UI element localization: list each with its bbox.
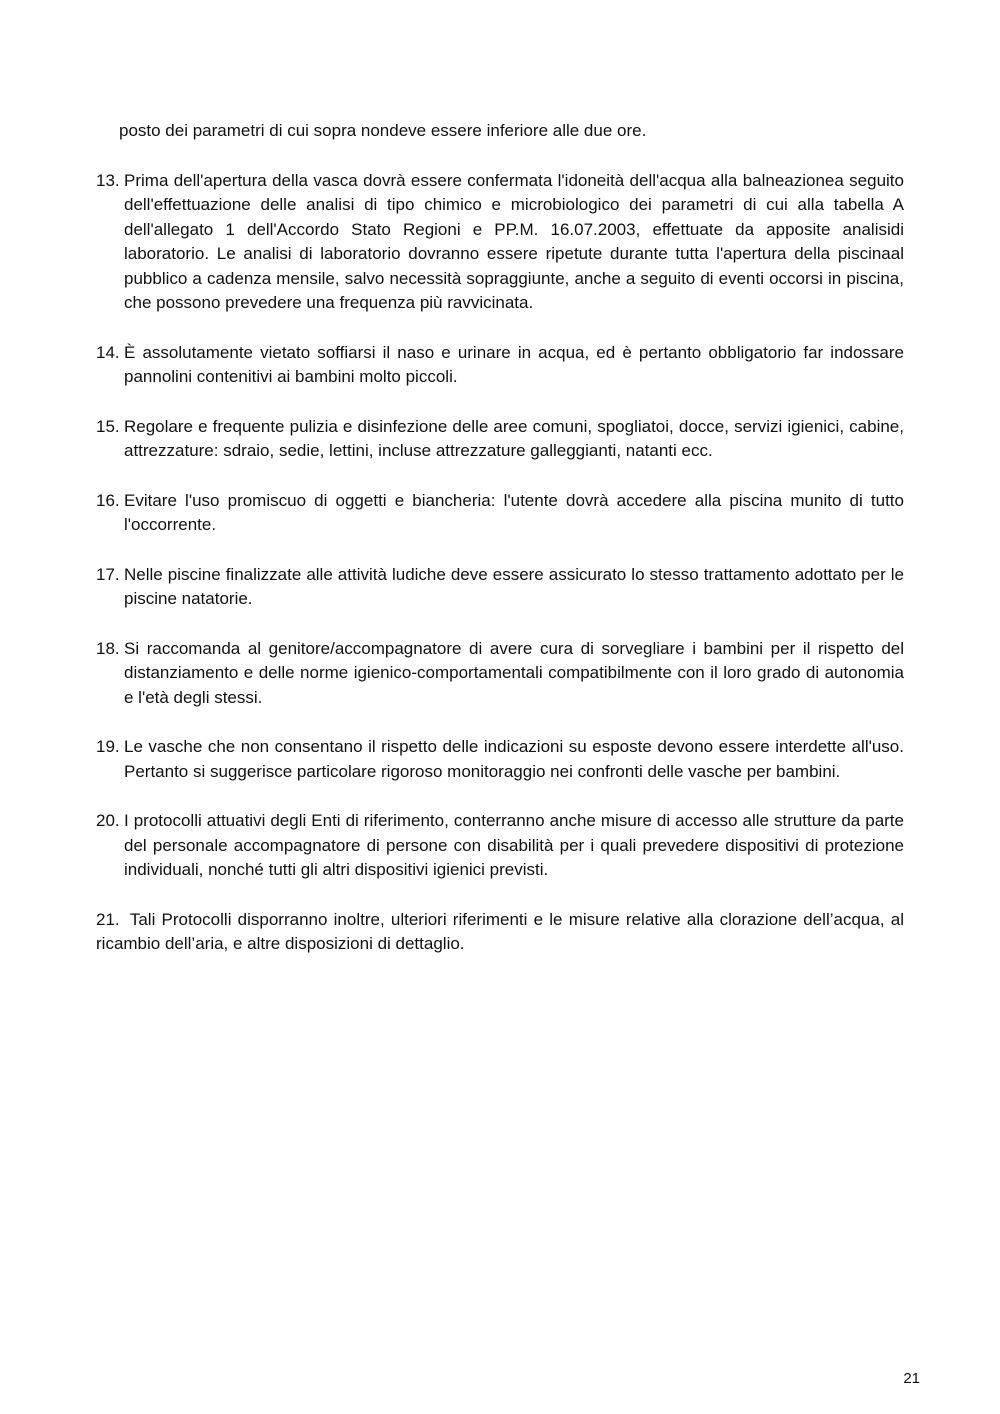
document-body — [96, 119, 904, 982]
item-text: Tali Protocolli disporranno inoltre, ulteriori riferimenti e le misure relative alla clorazione dell’acqua, al ricambio dell’aria, e altre disposizioni di dettaglio. — [96, 909, 904, 953]
list-item-17 — [96, 563, 904, 612]
item-number: 20. — [96, 811, 120, 830]
list-item-21 — [96, 908, 904, 957]
continuation-paragraph: posto dei parametri di cui sopra nondeve essere inferiore alle due ore. — [119, 121, 647, 140]
item-number: 19. — [96, 737, 120, 756]
list-item-20 — [96, 809, 904, 883]
list-item-16 — [96, 489, 904, 538]
item-text: Regolare e frequente pulizia e disinfezione delle aree comuni, spogliatoi, docce, servizi igienici, cabine, attrezzature: sdraio, sedie, lettini, incluse attrezzature galleggianti, natanti ecc. — [124, 416, 904, 460]
item-text: Si raccomanda al genitore/accompagnatore di avere cura di sorvegliare i bambini per il rispetto del distanziamento e delle norme igienico-comportamentali compatibilmente con il loro grado di autonomia e l'età degli stessi. — [124, 638, 904, 707]
page-number: 21 — [903, 1370, 920, 1387]
item-number: 18. — [96, 638, 120, 658]
item-text: Nelle piscine finalizzate alle attività ludiche deve essere assicurato lo stesso trattamento adottato per le piscine natatorie. — [124, 564, 904, 608]
item-number: 14. — [96, 342, 120, 362]
item-number: 16. — [96, 490, 120, 510]
item-number: 15. — [96, 416, 120, 436]
list-item-15 — [96, 415, 904, 464]
list-item-19 — [96, 735, 904, 784]
item-text: I protocolli attuativi degli Enti di riferimento, conterranno anche misure di accesso alle strutture da parte del personale accompagnatore di persone con disabilità per i quali prevedere dispositivi di protezione individuali, nonché tutti gli altri dispositivi igienici previsti. — [124, 811, 904, 879]
item-number: 21. — [96, 909, 120, 929]
list-item-13 — [96, 169, 904, 316]
item-text: Prima dell'apertura della vasca dovrà essere confermata l'idoneità dell'acqua alla balneazionea seguito dell'effettuazione delle analisi di tipo chimico e microbiologico dei parametri di cui alla tabella A dell'allegato 1 dell'Accordo Stato Regioni e PP.M. 16.07.2003, effettuate da apposite analisidi laboratorio. Le analisi di laboratorio dovranno essere ripetute durante tutta l'apertura della piscinaal pubblico a cadenza mensile, salvo necessità sopraggiunte, anche a seguito di eventi occorsi in piscina, che possono prevedere una frequenza più ravvicinata. — [124, 170, 904, 312]
item-text: È assolutamente vietato soffiarsi il naso e urinare in acqua, ed è pertanto obbligatorio far indossare pannolini contenitivi ai bambini molto piccoli. — [124, 342, 904, 386]
list-item-18 — [96, 637, 904, 711]
item-text: Evitare l'uso promiscuo di oggetti e biancheria: l'utente dovrà accedere alla piscina munito di tutto l'occorrente. — [124, 490, 904, 534]
item-number: 13. — [96, 170, 120, 190]
item-number: 17. — [96, 564, 120, 584]
item-text: Le vasche che non consentano il rispetto delle indicazioni su esposte devono essere interdette all'uso. Pertanto si suggerisce particolare rigoroso monitoraggio nei confronti delle vasche per bambini. — [124, 737, 904, 781]
list-item-14 — [96, 341, 904, 390]
